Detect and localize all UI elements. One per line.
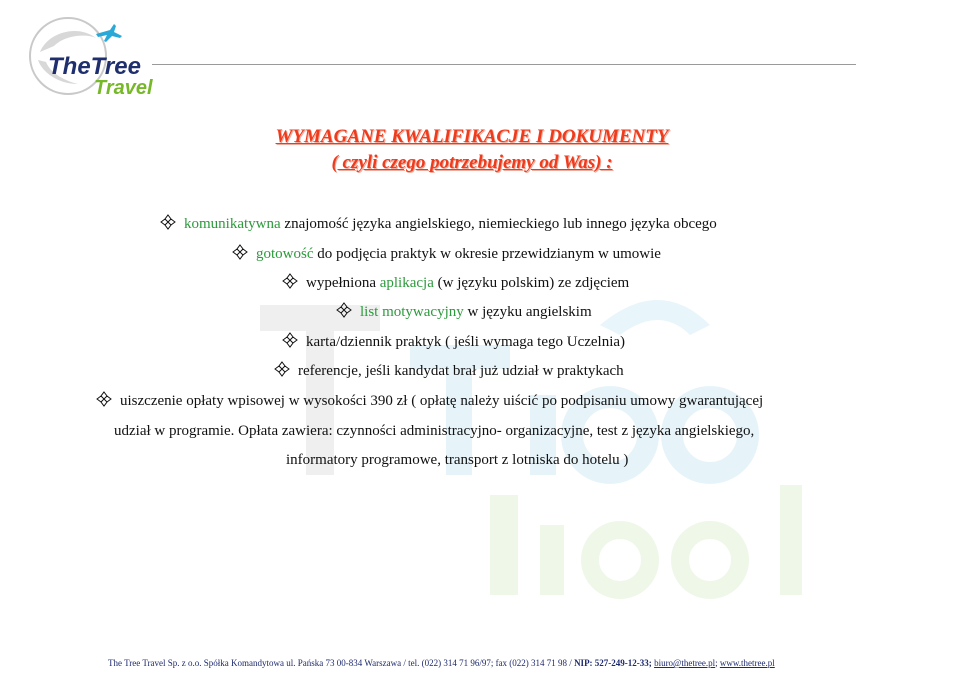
item-text: w języku angielskim — [463, 304, 592, 320]
item-text: karta/dziennik praktyk ( jeśli wymaga tego Uczelnia) — [306, 334, 626, 350]
highlight-text: gotowość — [256, 246, 314, 262]
diamond-bullet-icon — [282, 332, 298, 348]
header-divider — [152, 64, 856, 65]
highlight-text: list motywacyjny — [360, 304, 464, 320]
item-text: referencje, jeśli kandydat brał już udział w praktykach — [298, 363, 624, 379]
item-text: (w języku polskim) ze zdjęciem — [433, 275, 630, 291]
list-item — [336, 302, 592, 322]
highlight-text: aplikacja — [379, 275, 434, 291]
footer-website-link[interactable]: www.thetree.pl — [719, 658, 775, 668]
page-subtitle: ( czyli czego potrzebujemy od Was) : — [331, 152, 613, 173]
item-text: znajomość języka angielskiego, niemieckiego lub innego języka obcego — [280, 216, 717, 232]
footer-email-link[interactable]: biuro@thetree.pl — [654, 658, 716, 668]
diamond-bullet-icon — [232, 244, 248, 260]
item-text: do podjęcia praktyk w okresie przewidzianym w umowie — [313, 246, 661, 262]
list-item — [160, 214, 717, 234]
diamond-bullet-icon — [336, 302, 352, 318]
list-item — [282, 332, 625, 352]
item-text: uiszczenie opłaty wpisowej w wysokości 390 zł ( opłatę należy uiścić po podpisaniu umowy gwarantującej — [120, 393, 764, 409]
plane-icon — [96, 24, 122, 42]
company-logo — [18, 12, 158, 102]
list-item-continuation: informatory programowe, transport z lotniska do hotelu ) — [286, 452, 629, 468]
footer-separator: ; — [715, 658, 720, 668]
logo-text-line1: TheTree — [48, 53, 141, 80]
list-item — [232, 244, 661, 264]
diamond-bullet-icon — [282, 273, 298, 289]
diamond-bullet-icon — [274, 361, 290, 377]
item-text-pre: wypełniona — [306, 275, 380, 291]
list-item-continuation: udział w programie. Opłata zawiera: czynności administracyjno- organizacyjne, test z języka angielskiego, — [114, 423, 755, 439]
page-title: WYMAGANE KWALIFIKACJE I DOKUMENTY — [275, 126, 669, 147]
list-item — [96, 391, 763, 411]
list-item — [274, 361, 624, 381]
diamond-bullet-icon — [96, 391, 112, 407]
list-item — [282, 273, 629, 293]
footer-company: The Tree Travel Sp. z o.o. Spółka Komandytowa ul. Pańska 73 00-834 Warszawa / tel. (022) 314 71 96/97; fax (022) 314 71 98 / — [108, 658, 575, 668]
highlight-text: komunikatywna — [184, 216, 281, 232]
footer-nip: NIP: 527-249-12-33; — [574, 658, 652, 668]
footer — [108, 658, 848, 672]
diamond-bullet-icon — [160, 214, 176, 230]
logo-text-line2: Travel — [94, 77, 153, 99]
